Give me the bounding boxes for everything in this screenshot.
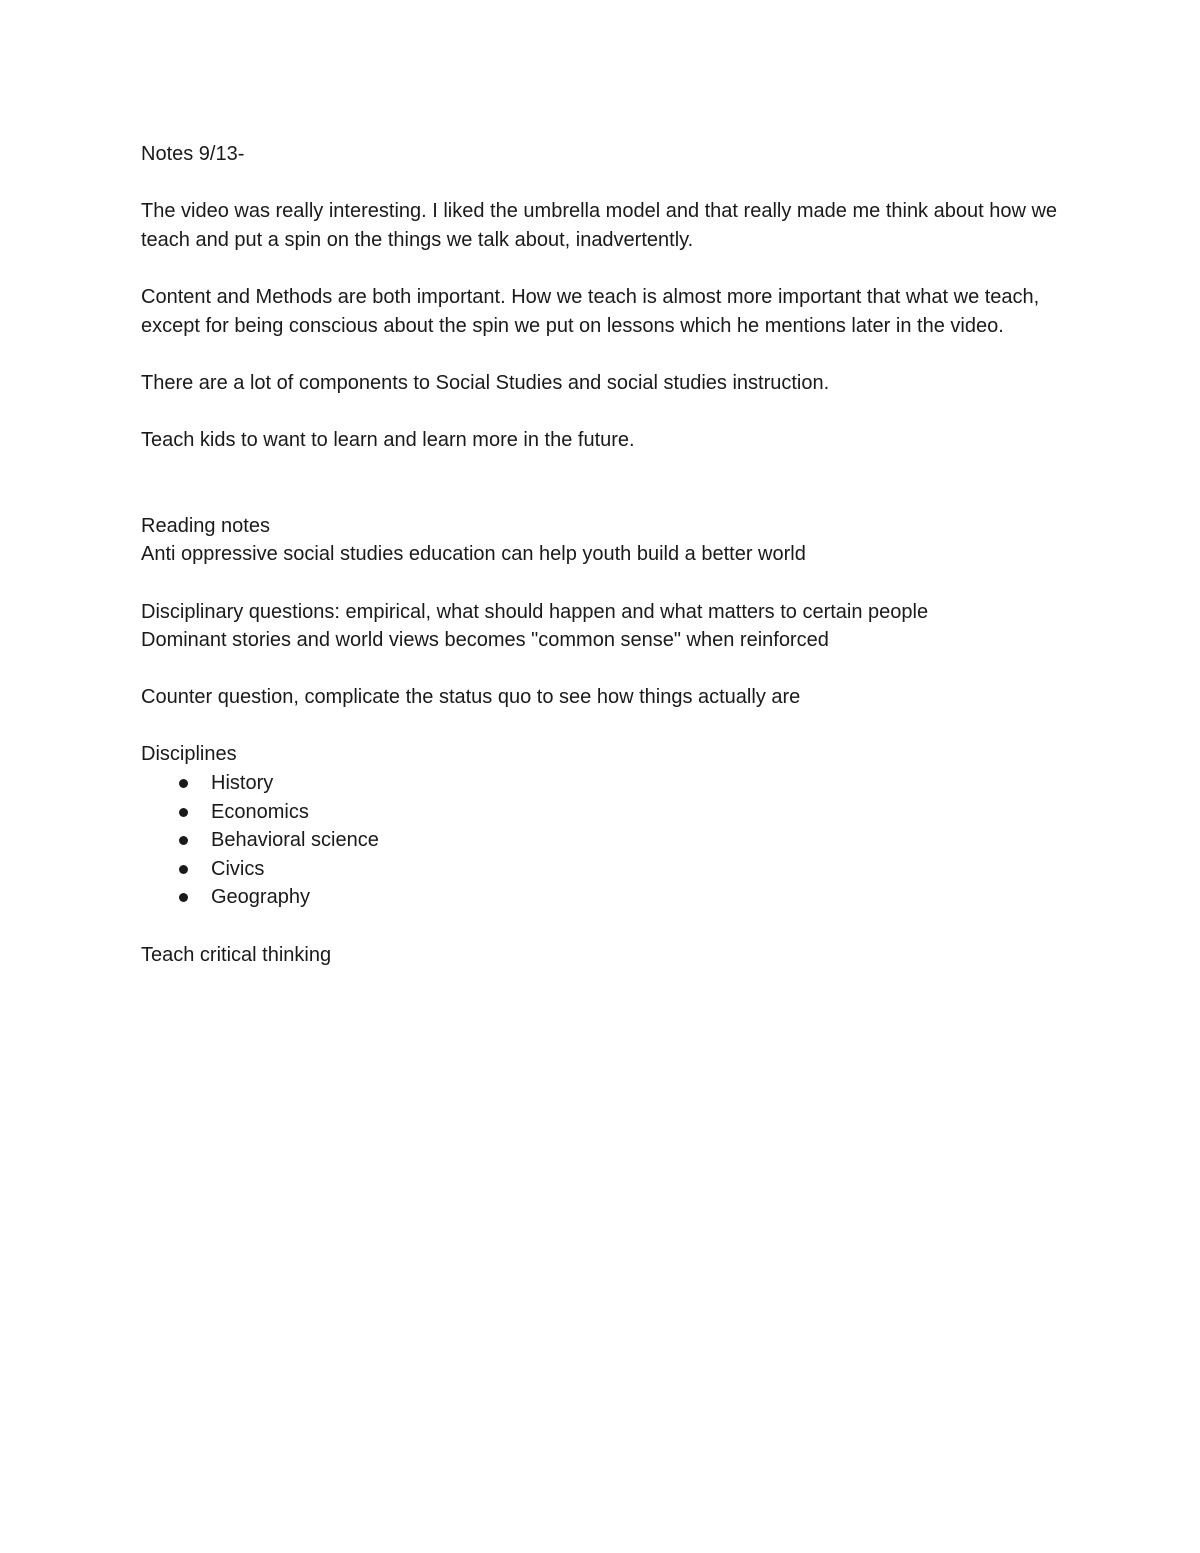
bullet-icon xyxy=(179,893,188,902)
discipline-label: Economics xyxy=(211,800,309,823)
document-body xyxy=(141,140,1061,969)
discipline-label: Geography xyxy=(211,886,310,909)
bullet-icon xyxy=(179,808,188,817)
video-note-paragraph: Content and Methods are both important. How we teach is almost more important that what we teach, except for being conscious about the spin we put on lessons which he mentions later in the video. xyxy=(141,285,1045,337)
reading-notes-heading: Reading notes xyxy=(141,514,270,537)
bullet-icon xyxy=(179,836,188,845)
video-note-paragraph: The video was really interesting. I liked the umbrella model and that really made me think about how we teach and put a spin on the things we talk about, inadvertently. xyxy=(141,200,1063,251)
bullet-icon xyxy=(179,779,188,788)
spacer xyxy=(141,254,1061,283)
list-item xyxy=(141,798,1061,827)
discipline-label: Civics xyxy=(211,857,265,880)
spacer xyxy=(141,455,1061,484)
list-item xyxy=(141,855,1061,884)
disciplines-heading: Disciplines xyxy=(141,743,237,766)
spacer xyxy=(141,340,1061,369)
list-item xyxy=(141,769,1061,798)
spacer xyxy=(141,912,1061,941)
spacer xyxy=(141,397,1061,426)
reading-note-line: Disciplinary questions: empirical, what should happen and what matters to certain people xyxy=(141,600,929,623)
spacer xyxy=(141,712,1061,741)
video-note-paragraph: Teach kids to want to learn and learn more in the future. xyxy=(141,428,635,451)
spacer xyxy=(141,655,1061,684)
list-item xyxy=(141,826,1061,855)
list-item xyxy=(141,883,1061,912)
bullet-icon xyxy=(179,865,188,874)
discipline-label: Behavioral science xyxy=(211,829,379,852)
reading-note-line: Counter question, complicate the status quo to see how things actually are xyxy=(141,686,801,709)
discipline-label: History xyxy=(211,772,274,795)
closing-note: Teach critical thinking xyxy=(141,943,332,966)
reading-note-line: Anti oppressive social studies education can help youth build a better world xyxy=(141,543,806,566)
spacer xyxy=(141,569,1061,598)
disciplines-list xyxy=(141,769,1061,912)
video-note-paragraph: There are a lot of components to Social Studies and social studies instruction. xyxy=(141,371,830,394)
spacer xyxy=(141,169,1061,198)
reading-note-line: Dominant stories and world views becomes "common sense" when reinforced xyxy=(141,629,829,652)
spacer xyxy=(141,483,1061,512)
notes-title: Notes 9/13- xyxy=(141,143,245,165)
